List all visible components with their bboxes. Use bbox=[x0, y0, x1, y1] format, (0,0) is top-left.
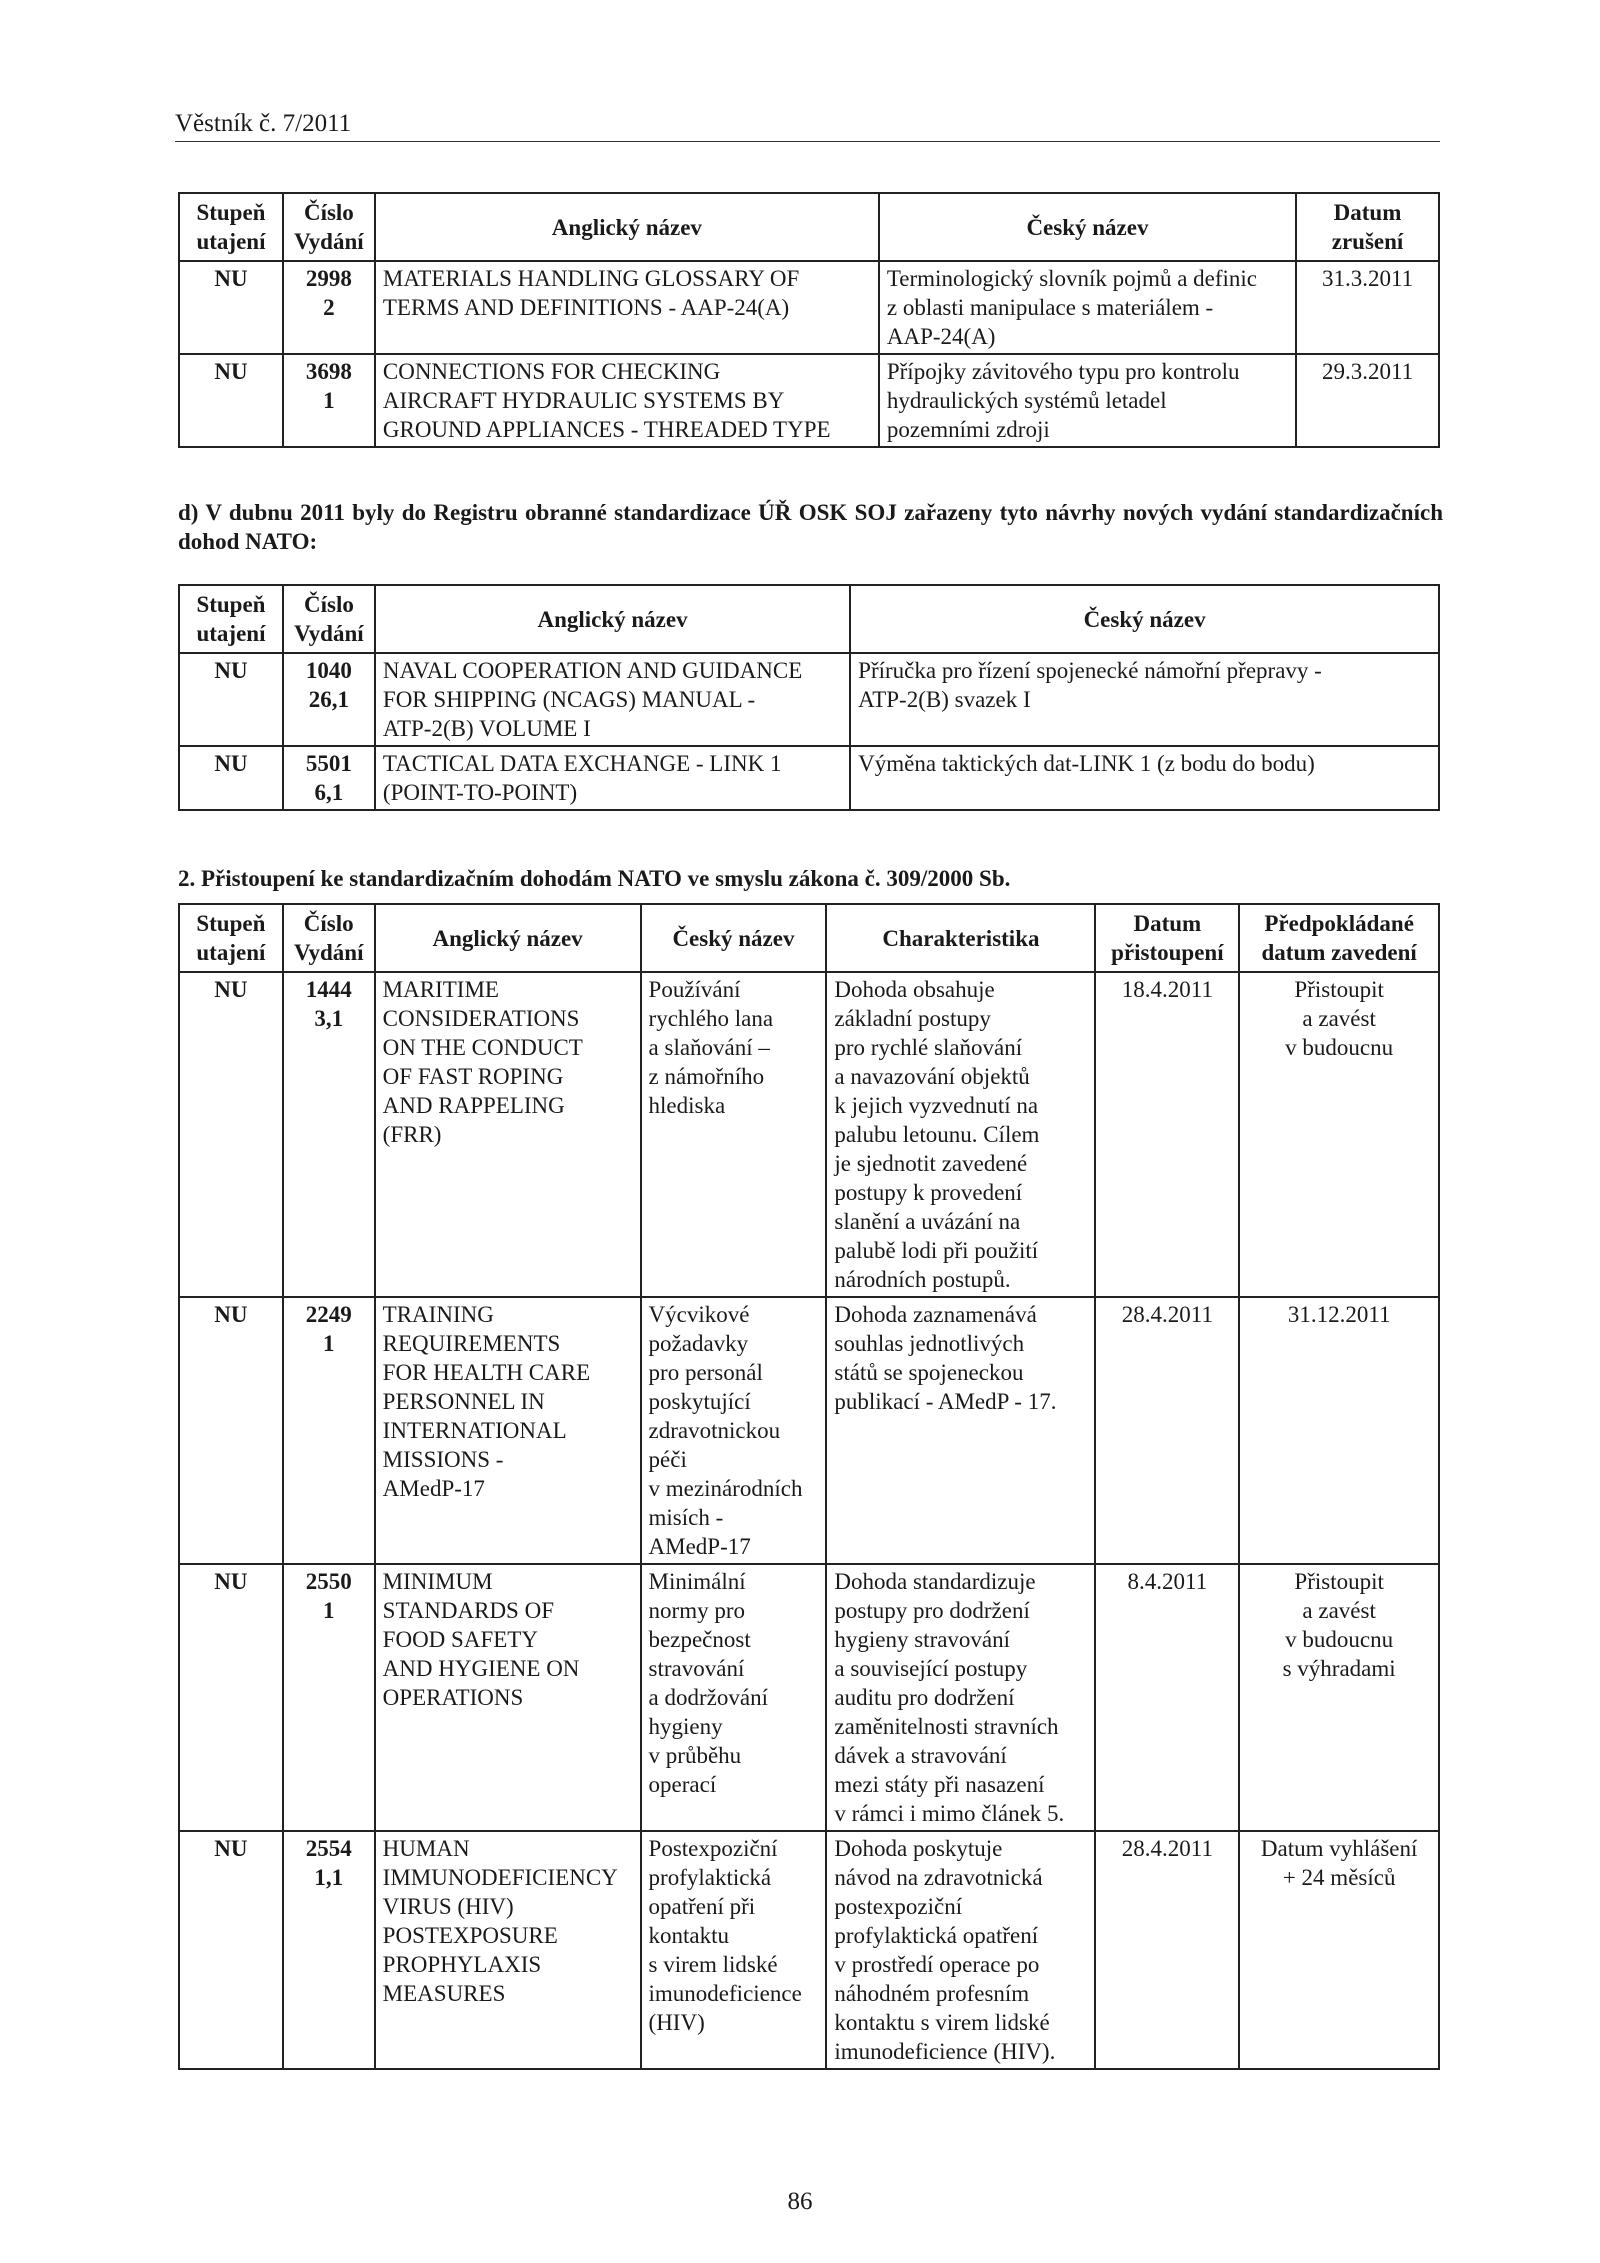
cell-number: 2998 2 bbox=[283, 261, 375, 354]
table-row bbox=[179, 354, 1439, 447]
cell-czech-title: Výměna taktických dat-LINK 1 (z bodu do bodu) bbox=[850, 746, 1439, 810]
col-header-czech-title: Český název bbox=[850, 585, 1439, 653]
col-header-english-title: Anglický název bbox=[375, 193, 879, 261]
cell-classification: NU bbox=[179, 746, 283, 810]
cell-number: 2550 1 bbox=[283, 1564, 375, 1831]
cell-czech-title: Příručka pro řízení spojenecké námořní přepravy - ATP-2(B) svazek I bbox=[850, 653, 1439, 746]
cell-accession-date: 8.4.2011 bbox=[1095, 1564, 1239, 1831]
cell-date: 29.3.2011 bbox=[1296, 354, 1439, 447]
cell-classification: NU bbox=[179, 261, 283, 354]
col-header-classification: Stupeň utajení bbox=[179, 585, 283, 653]
table-header-row bbox=[179, 904, 1439, 972]
cell-classification: NU bbox=[179, 1297, 283, 1564]
cell-czech-title: Výcvikové požadavky pro personál poskytující zdravotnickou péči v mezinárodních misích - AMedP-17 bbox=[641, 1297, 827, 1564]
cell-english-title: NAVAL COOPERATION AND GUIDANCE FOR SHIPPING (NCAGS) MANUAL - ATP-2(B) VOLUME I bbox=[375, 653, 850, 746]
table-header-row bbox=[179, 585, 1439, 653]
cell-number: 2554 1,1 bbox=[283, 1831, 375, 2069]
col-header-classification: Stupeň utajení bbox=[179, 193, 283, 261]
col-header-czech-title: Český název bbox=[641, 904, 827, 972]
cell-classification: NU bbox=[179, 972, 283, 1297]
table-row bbox=[179, 746, 1439, 810]
table-row bbox=[179, 1564, 1439, 1831]
col-header-number: Číslo Vydání bbox=[283, 193, 375, 261]
cell-english-title: TACTICAL DATA EXCHANGE - LINK 1 (POINT-TO-POINT) bbox=[375, 746, 850, 810]
col-header-accession-date: Datum přistoupení bbox=[1095, 904, 1239, 972]
cell-implementation-date: Přistoupit a zavést v budoucnu bbox=[1239, 972, 1439, 1297]
col-header-english-title: Anglický název bbox=[375, 904, 641, 972]
cell-classification: NU bbox=[179, 354, 283, 447]
cell-czech-title: Používání rychlého lana a slaňování – z námořního hlediska bbox=[641, 972, 827, 1297]
cell-implementation-date: Datum vyhlášení + 24 měsíců bbox=[1239, 1831, 1439, 2069]
cell-accession-date: 28.4.2011 bbox=[1095, 1831, 1239, 2069]
cell-number: 5501 6,1 bbox=[283, 746, 375, 810]
cell-number: 1444 3,1 bbox=[283, 972, 375, 1297]
cell-characteristics: Dohoda obsahuje základní postupy pro rychlé slaňování a navazování objektů k jejich vyzvednutí na palubu letounu. Cílem je sjednotit zavedené postupy k provedení slanění a uvázání na palubě lodi při použití národních postupů. bbox=[826, 972, 1095, 1297]
col-header-characteristics: Charakteristika bbox=[826, 904, 1095, 972]
section-d-heading: d) V dubnu 2011 byly do Registru obranné standardizace ÚŘ OSK SOJ zařazeny tyto návrhy nových vydání standardizačních dohod NATO: bbox=[178, 500, 1443, 554]
cell-classification: NU bbox=[179, 1831, 283, 2069]
cell-accession-date: 18.4.2011 bbox=[1095, 972, 1239, 1297]
cell-english-title: MATERIALS HANDLING GLOSSARY OF TERMS AND DEFINITIONS - AAP-24(A) bbox=[375, 261, 879, 354]
col-header-czech-title: Český název bbox=[879, 193, 1296, 261]
cell-czech-title: Přípojky závitového typu pro kontrolu hydraulických systémů letadel pozemními zdroji bbox=[879, 354, 1296, 447]
cell-english-title: CONNECTIONS FOR CHECKING AIRCRAFT HYDRAULIC SYSTEMS BY GROUND APPLIANCES - THREADED TYPE bbox=[375, 354, 879, 447]
col-header-number: Číslo Vydání bbox=[283, 585, 375, 653]
cell-characteristics: Dohoda poskytuje návod na zdravotnická postexpoziční profylaktická opatření v prostředí operace po náhodném profesním kontaktu s virem lidské imunodeficience (HIV). bbox=[826, 1831, 1095, 2069]
cell-english-title: MARITIME CONSIDERATIONS ON THE CONDUCT OF FAST ROPING AND RAPPELING (FRR) bbox=[375, 972, 641, 1297]
table-new-editions bbox=[178, 584, 1440, 811]
cell-accession-date: 28.4.2011 bbox=[1095, 1297, 1239, 1564]
cell-number: 3698 1 bbox=[283, 354, 375, 447]
table-row bbox=[179, 972, 1439, 1297]
col-header-classification: Stupeň utajení bbox=[179, 904, 283, 972]
page-number: 86 bbox=[787, 2188, 813, 2215]
table-row bbox=[179, 1297, 1439, 1564]
table-accession bbox=[178, 903, 1440, 2070]
cell-english-title: HUMAN IMMUNODEFICIENCY VIRUS (HIV) POSTEXPOSURE PROPHYLAXIS MEASURES bbox=[375, 1831, 641, 2069]
table-row bbox=[179, 1831, 1439, 2069]
col-header-implementation-date: Předpokládané datum zavedení bbox=[1239, 904, 1439, 972]
table-row bbox=[179, 653, 1439, 746]
cell-date: 31.3.2011 bbox=[1296, 261, 1439, 354]
col-header-number: Číslo Vydání bbox=[283, 904, 375, 972]
cell-czech-title: Postexpoziční profylaktická opatření při kontaktu s virem lidské imunodeficience (HIV) bbox=[641, 1831, 827, 2069]
table-cancelled-stanags bbox=[178, 192, 1440, 448]
table-header-row bbox=[179, 193, 1439, 261]
cell-characteristics: Dohoda zaznamenává souhlas jednotlivých států se spojeneckou publikací - AMedP - 17. bbox=[826, 1297, 1095, 1564]
cell-number: 2249 1 bbox=[283, 1297, 375, 1564]
section-2-heading: 2. Přistoupení ke standardizačním dohodám NATO ve smyslu zákona č. 309/2000 Sb. bbox=[178, 866, 1011, 891]
cell-characteristics: Dohoda standardizuje postupy pro dodržení hygieny stravování a související postupy auditu pro dodržení zaměnitelnosti stravních dávek a stravování mezi státy při nasazení v rámci i mimo článek 5. bbox=[826, 1564, 1095, 1831]
col-header-english-title: Anglický název bbox=[375, 585, 850, 653]
cell-implementation-date: Přistoupit a zavést v budoucnu s výhradami bbox=[1239, 1564, 1439, 1831]
cell-czech-title: Terminologický slovník pojmů a definic z oblasti manipulace s materiálem - AAP-24(A) bbox=[879, 261, 1296, 354]
cell-english-title: MINIMUM STANDARDS OF FOOD SAFETY AND HYGIENE ON OPERATIONS bbox=[375, 1564, 641, 1831]
table-row bbox=[179, 261, 1439, 354]
cell-english-title: TRAINING REQUIREMENTS FOR HEALTH CARE PERSONNEL IN INTERNATIONAL MISSIONS - AMedP-17 bbox=[375, 1297, 641, 1564]
cell-implementation-date: 31.12.2011 bbox=[1239, 1297, 1439, 1564]
col-header-cancel-date: Datum zrušení bbox=[1296, 193, 1439, 261]
cell-classification: NU bbox=[179, 653, 283, 746]
running-header: Věstník č. 7/2011 bbox=[175, 110, 1440, 142]
cell-classification: NU bbox=[179, 1564, 283, 1831]
cell-number: 1040 26,1 bbox=[283, 653, 375, 746]
cell-czech-title: Minimální normy pro bezpečnost stravování a dodržování hygieny v průběhu operací bbox=[641, 1564, 827, 1831]
